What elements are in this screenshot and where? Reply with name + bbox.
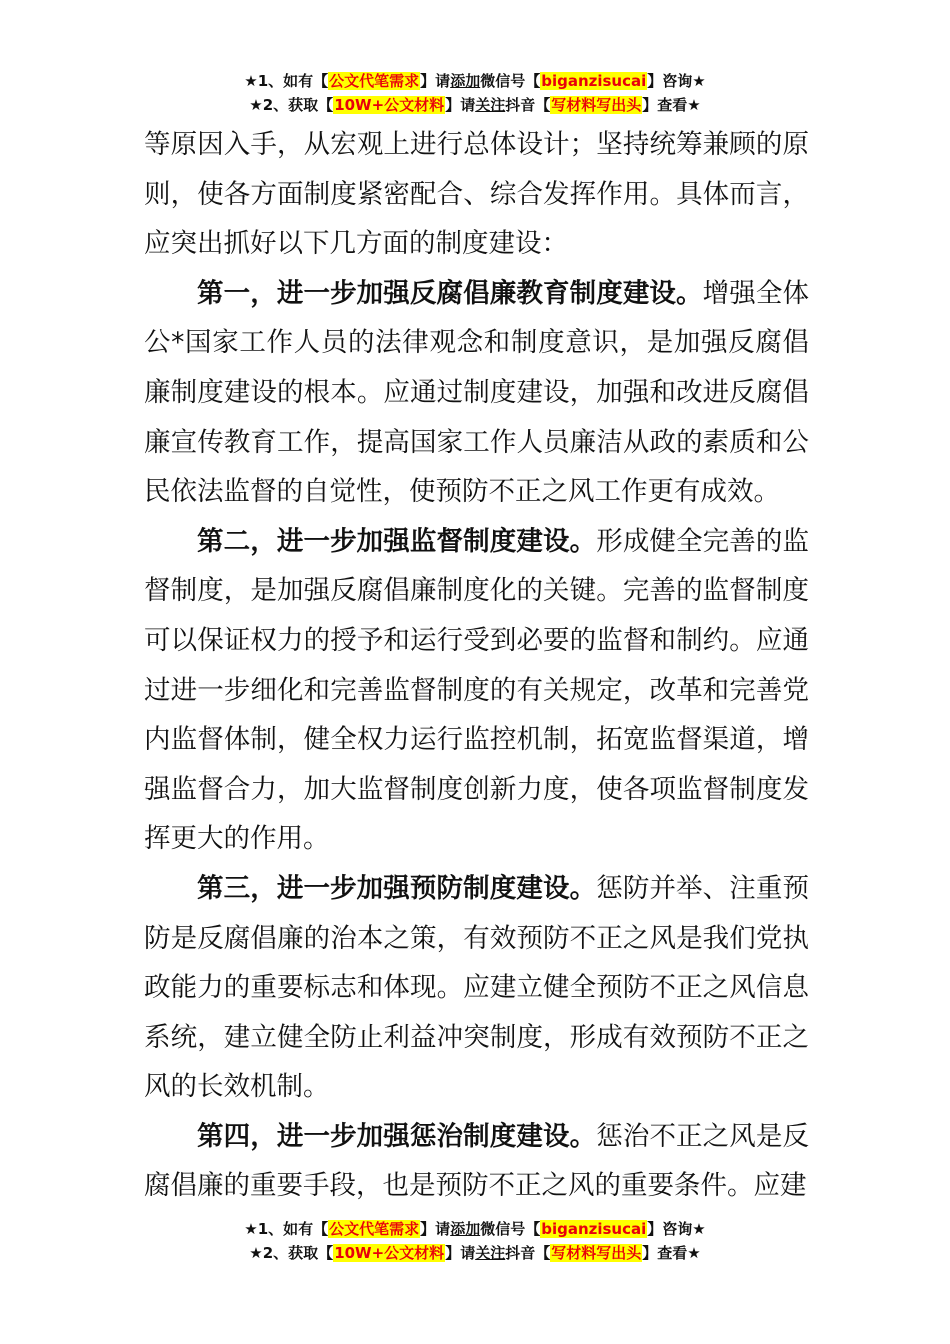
banner-text: ★2、获取【 [249,1244,334,1262]
banner-text: 抖音【 [505,96,551,114]
banner-text: ★2、获取【 [249,96,334,114]
banner-text: 微信号【 [480,1220,541,1238]
banner-text: 】请 [445,96,476,114]
highlight-douyin-id: 写材料写出头 [551,1244,642,1262]
paragraph-heading: 第四，进一步加强惩治制度建设。 [197,1120,597,1152]
paragraph-text: 惩治不正之风是反腐倡廉的重要手段，也是预防不正之风的重要条件。应建 [144,1120,810,1202]
paragraph-text: 惩防并举、注重预防是反腐倡廉的治本之策，有效预防不正之风是我们党执政能力的重要标志和体现。应建立健全预防不正之风信息系统，建立健全防止利益冲突制度，形成有效预防不正之风的长效机制。 [144,872,810,1103]
underlined-text: 添加 [450,1220,481,1238]
highlight-materials: 10W+公文材料 [334,1244,445,1262]
banner-text: 微信号【 [480,72,541,90]
banner-text: ★1、如有【 [244,1220,329,1238]
highlight-service: 公文代笔需求 [329,1220,420,1238]
highlight-materials: 10W+公文材料 [334,96,445,114]
banner-text: 】咨询★ [647,1220,706,1238]
highlight-service: 公文代笔需求 [329,72,420,90]
paragraph-heading: 第三，进一步加强预防制度建设。 [197,872,597,904]
banner-text: 抖音【 [505,1244,551,1262]
banner-line-1 [0,69,950,93]
document-body [144,120,809,1211]
paragraph-prevention [144,864,809,1112]
underlined-text: 添加 [450,72,481,90]
paragraph-text: 形成健全完善的监督制度，是加强反腐倡廉制度化的关键。完善的监督制度可以保证权力的授予和运行受到必要的监督和制约。应通过进一步细化和完善监督制度的有关规定，改革和完善党内监督体制，健全权力运行监控机制，拓宽监督渠道，增强监督合力，加大监督制度创新力度，使各项监督制度发挥更大的作用。 [144,525,810,855]
paragraph-text: 增强全体公*国家工作人员的法律观念和制度意识，是加强反腐倡廉制度建设的根本。应通过制度建设，加强和改进反腐倡廉宣传教育工作，提高国家工作人员廉洁从政的素质和公民依法监督的自觉性，使预防不正之风工作更有成效。 [144,277,810,508]
underlined-text: 关注 [475,1244,506,1262]
paragraph-intro: 等原因入手，从宏观上进行总体设计；坚持统筹兼顾的原则，使各方面制度紧密配合、综合发挥作用。具体而言，应突出抓好以下几方面的制度建设： [144,129,809,260]
paragraph-supervision [144,517,809,864]
highlight-douyin-id: 写材料写出头 [551,96,642,114]
banner-text: 】查看★ [642,1244,701,1262]
banner-text: 】请 [420,1220,451,1238]
paragraph-punishment [144,1112,809,1211]
banner-line-1 [0,1217,950,1241]
banner-text: 】请 [420,72,451,90]
footer-banner [0,1217,950,1265]
banner-line-2 [0,93,950,117]
banner-text: ★1、如有【 [244,72,329,90]
highlight-wechat-id: biganzisucai [541,72,647,90]
paragraph-heading: 第二，进一步加强监督制度建设。 [197,525,597,557]
paragraph-education [144,269,809,517]
paragraph-heading: 第一，进一步加强反腐倡廉教育制度建设。 [197,277,703,309]
banner-text: 】咨询★ [647,72,706,90]
header-banner [0,69,950,117]
highlight-wechat-id: biganzisucai [541,1220,647,1238]
banner-line-2 [0,1241,950,1265]
underlined-text: 关注 [475,96,506,114]
banner-text: 】查看★ [642,96,701,114]
banner-text: 】请 [445,1244,476,1262]
